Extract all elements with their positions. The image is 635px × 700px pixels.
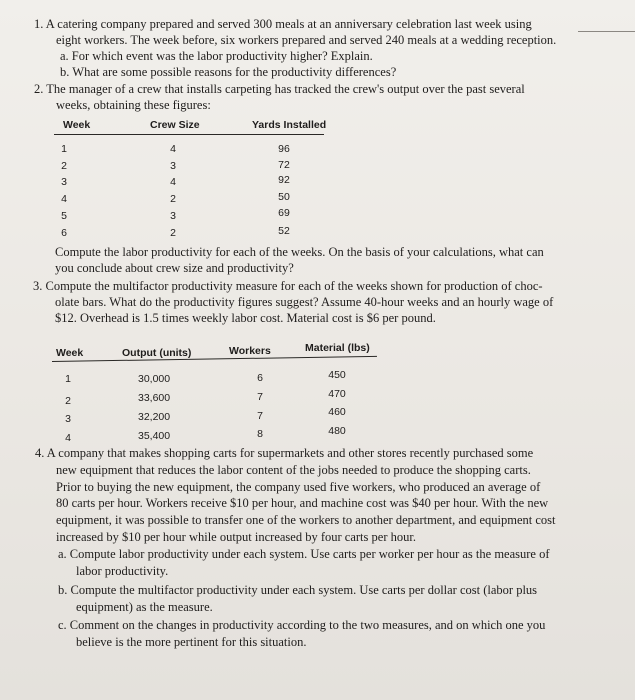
q2-followup-2: you conclude about crew size and productivity? <box>55 261 294 275</box>
choc-row-3-workers: 7 <box>257 410 263 422</box>
choc-row-3-material: 460 <box>328 406 346 418</box>
q3-line-2: olate bars. What do the productivity figures suggest? Assume 40-hour weeks and an hourly wage of <box>55 295 554 309</box>
choc-row-4-week: 4 <box>65 432 71 444</box>
q3-line-3: $12. Overhead is 1.5 times weekly labor cost. Material cost is $6 per pound. <box>55 311 436 325</box>
q1-line-1: 1. A catering company prepared and served 300 meals at an anniversary celebration last week using <box>34 17 532 31</box>
choc-table-header-workers: Workers <box>229 345 271 357</box>
choc-row-3-output: 32,200 <box>138 411 171 423</box>
crew-table-rule <box>54 134 324 135</box>
choc-row-1-workers: 6 <box>257 372 263 384</box>
q1-part-b: b. What are some possible reasons for the productivity differences? <box>60 65 397 79</box>
q2-line-1: 2. The manager of a crew that installs carpeting has tracked the crew's output over the past several <box>34 82 525 96</box>
choc-row-2-workers: 7 <box>257 391 263 403</box>
crew-table-header-week: Week <box>63 119 91 131</box>
q4-part-a: a. Compute labor productivity under each system. Use carts per worker per hour as the measure of <box>58 547 550 561</box>
choc-row-4-output: 35,400 <box>138 430 171 442</box>
crew-row-3-size: 4 <box>170 176 176 188</box>
crew-row-2-week: 2 <box>61 160 67 172</box>
choc-table-header-material: Material (lbs) <box>305 342 370 354</box>
crew-row-6-yards: 52 <box>278 225 290 237</box>
choc-row-2-week: 2 <box>65 395 71 407</box>
q4-line-5: equipment, it was possible to transfer one of the workers to another department, and equipment cost <box>56 513 556 527</box>
choc-row-4-material: 480 <box>328 425 346 437</box>
crew-row-1-week: 1 <box>61 143 67 155</box>
choc-row-4-workers: 8 <box>257 428 263 440</box>
crew-row-2-size: 3 <box>170 160 176 172</box>
q4-line-1: 4. A company that makes shopping carts for supermarkets and other stores recently purchased some <box>35 446 534 460</box>
crew-row-1-size: 4 <box>170 143 176 155</box>
q1-line-2: eight workers. The week before, six workers prepared and served 240 meals at a wedding reception. <box>56 33 557 47</box>
q4-part-c: c. Comment on the changes in productivity according to the two measures, and on which one you <box>58 618 546 632</box>
choc-row-2-output: 33,600 <box>138 392 171 404</box>
choc-table-header-week: Week <box>56 347 84 359</box>
q4-line-6: increased by $10 per hour while output increased by four carts per hour. <box>56 530 416 544</box>
q3-line-1: 3. Compute the multifactor productivity measure for each of the weeks shown for production of choc- <box>33 279 543 293</box>
crew-table-header-yards: Yards Installed <box>252 119 327 131</box>
crew-row-5-yards: 69 <box>278 207 290 219</box>
crew-row-1-yards: 96 <box>278 143 290 155</box>
margin-rule <box>578 31 635 32</box>
crew-row-5-size: 3 <box>170 210 176 222</box>
choc-row-1-week: 1 <box>65 373 71 385</box>
crew-row-6-size: 2 <box>170 227 176 239</box>
q1-part-a: a. For which event was the labor productivity higher? Explain. <box>60 49 373 63</box>
q2-line-2: weeks, obtaining these figures: <box>56 98 211 112</box>
choc-table-header-output: Output (units) <box>122 347 192 359</box>
choc-row-1-output: 30,000 <box>138 373 171 385</box>
q2-followup-1: Compute the labor productivity for each of the weeks. On the basis of your calculations, what can <box>55 245 544 259</box>
q4-line-4: 80 carts per hour. Workers receive $10 per hour, and machine cost was $40 per hour. With the new <box>56 496 549 510</box>
crew-table-header-crew-size: Crew Size <box>150 119 200 131</box>
crew-row-5-week: 5 <box>61 210 67 222</box>
crew-row-3-yards: 92 <box>278 174 290 186</box>
q4-line-2: new equipment that reduces the labor content of the jobs needed to produce the shopping carts. <box>56 463 531 477</box>
crew-row-4-size: 2 <box>170 193 176 205</box>
crew-row-2-yards: 72 <box>278 159 290 171</box>
q4-part-b: b. Compute the multifactor productivity under each system. Use carts per dollar cost (labor plus <box>58 583 538 597</box>
q4-line-3: Prior to buying the new equipment, the company used five workers, who produced an average of <box>56 480 541 494</box>
choc-row-3-week: 3 <box>65 413 71 425</box>
choc-row-2-material: 470 <box>328 388 346 400</box>
q4-part-b-cont: equipment) as the measure. <box>76 600 213 614</box>
q4-part-c-cont: believe is the more pertinent for this situation. <box>76 635 307 649</box>
choc-table-rule <box>52 356 377 362</box>
crew-row-3-week: 3 <box>61 176 67 188</box>
crew-row-4-yards: 50 <box>278 191 290 203</box>
q4-part-a-cont: labor productivity. <box>76 564 169 578</box>
crew-row-6-week: 6 <box>61 227 67 239</box>
crew-row-4-week: 4 <box>61 193 67 205</box>
choc-row-1-material: 450 <box>328 369 346 381</box>
